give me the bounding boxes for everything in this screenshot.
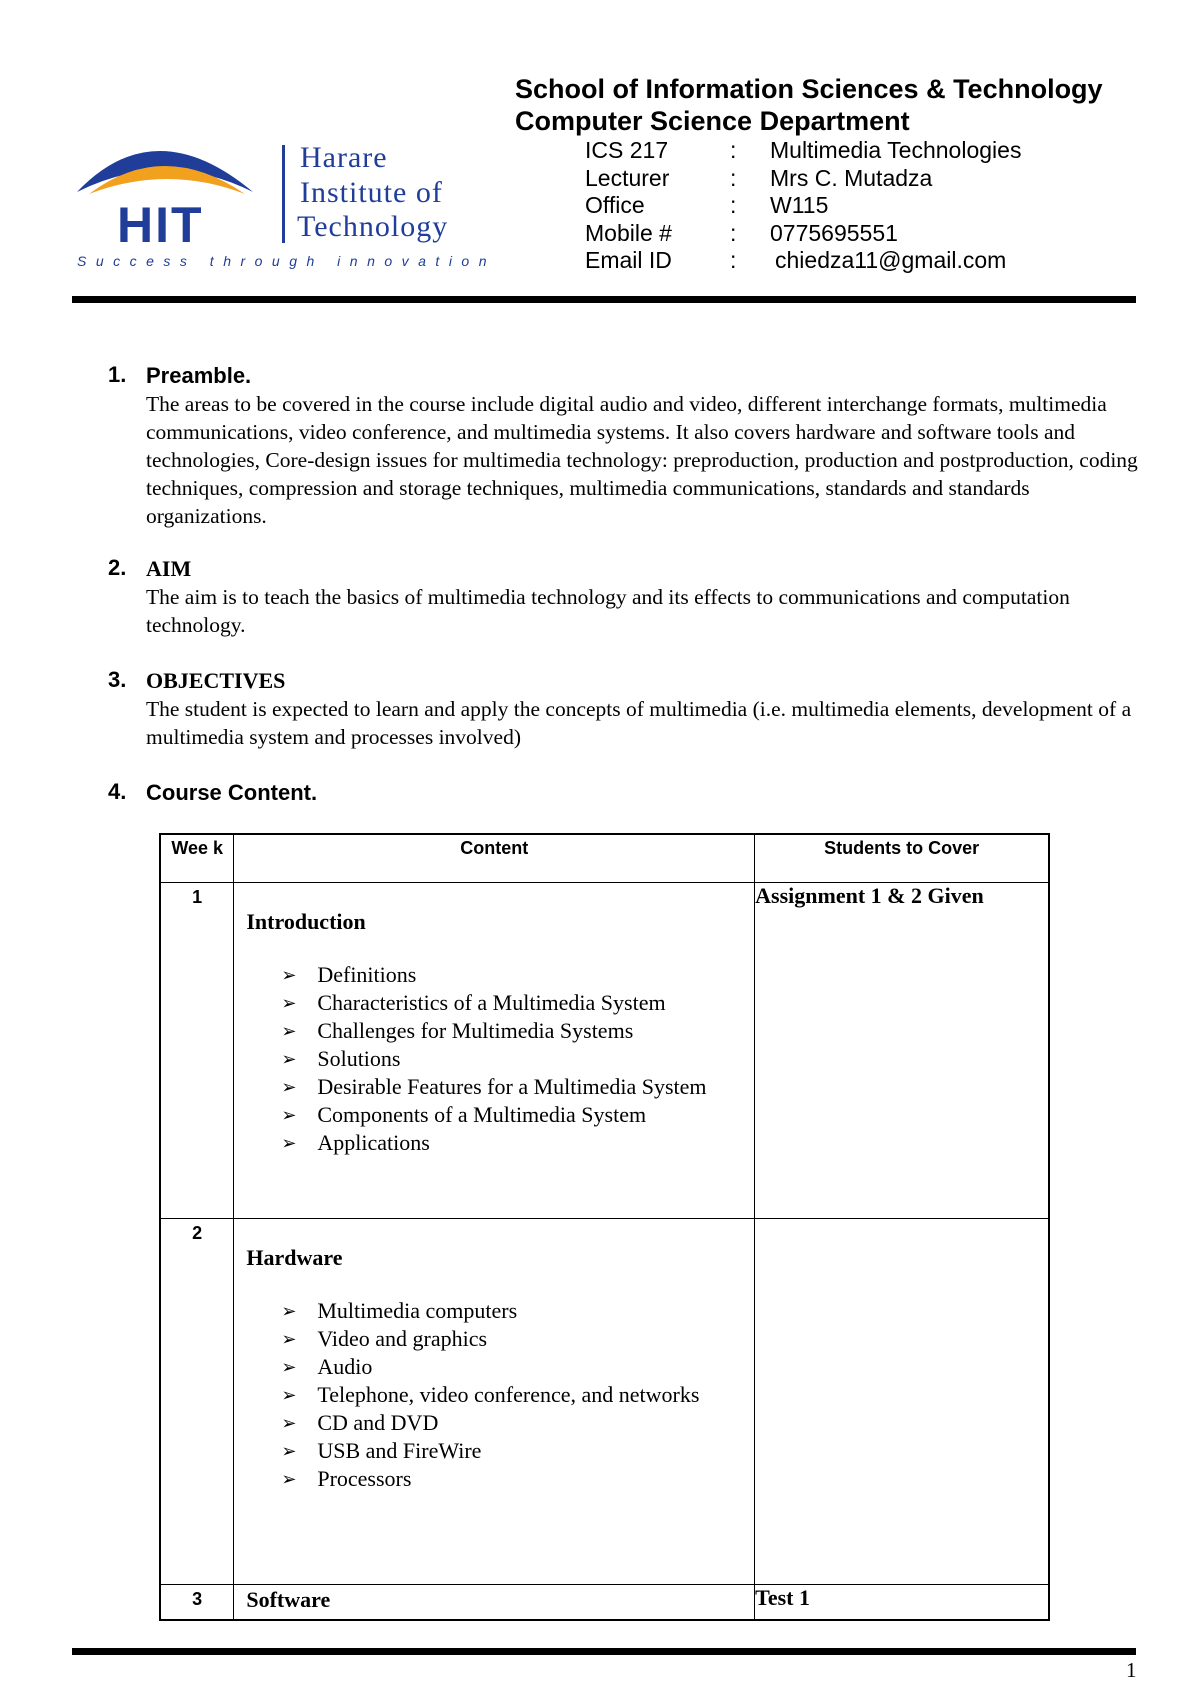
topic-title: Introduction <box>246 908 366 934</box>
header-students-to-cover: Students to Cover <box>755 834 1049 882</box>
section-heading: Course Content. <box>146 780 318 805</box>
arrow-bullet-icon: ➢ <box>281 1412 297 1433</box>
info-key: Email ID <box>585 247 672 273</box>
arrow-bullet-icon: ➢ <box>281 1020 297 1041</box>
arrow-bullet-icon: ➢ <box>281 1132 297 1153</box>
section-number: 1. <box>108 362 127 387</box>
arrow-bullet-icon: ➢ <box>281 1076 297 1097</box>
info-key: ICS 217 <box>585 137 669 163</box>
info-key: Office <box>585 192 645 218</box>
section-heading: OBJECTIVES <box>146 668 286 693</box>
content-cell <box>234 1218 755 1584</box>
list-item: ➢ Challenges for Multimedia Systems <box>281 1017 634 1043</box>
info-sep: : <box>730 137 737 163</box>
institute-logo <box>75 130 495 275</box>
list-item: ➢ Components of a Multimedia System <box>281 1101 647 1127</box>
topic-title: Hardware <box>246 1244 343 1270</box>
table-row <box>160 882 1049 1218</box>
topic-list <box>234 1297 754 1493</box>
info-sep: : <box>730 219 737 246</box>
info-value: 0775695551 <box>770 219 898 246</box>
info-value: Mrs C. Mutadza <box>770 164 933 191</box>
arrow-bullet-icon: ➢ <box>281 992 297 1013</box>
list-item: ➢ Solutions <box>281 1045 401 1071</box>
section-preamble <box>108 362 1138 530</box>
footer-rule <box>72 1648 1136 1655</box>
arrow-bullet-icon: ➢ <box>281 1356 297 1377</box>
logo-name-line3: Technology <box>297 210 449 243</box>
week-cell: 3 <box>160 1584 234 1620</box>
header-content: Content <box>234 834 755 882</box>
logo-name-line2: Institute of <box>300 176 443 209</box>
table-row <box>160 1584 1049 1620</box>
info-key: Mobile # <box>585 219 672 246</box>
topic-list <box>234 961 754 1157</box>
cover-cell <box>755 1218 1049 1584</box>
topic-title: Software <box>246 1586 331 1612</box>
info-value: Multimedia Technologies <box>770 137 1022 163</box>
list-item: ➢ CD and DVD <box>281 1409 439 1435</box>
list-item: ➢ Video and graphics <box>281 1325 488 1351</box>
info-key: Lecturer <box>585 164 670 191</box>
list-item: ➢ Telephone, video conference, and networks <box>281 1381 700 1407</box>
header-rule <box>72 296 1136 303</box>
section-heading: AIM <box>146 556 192 581</box>
content-cell <box>234 1584 755 1620</box>
section-body: The student is expected to learn and apply the concepts of multimedia (i.e. multimedia elements, development of a multimedia system and processes involved) <box>146 697 1132 749</box>
arrow-bullet-icon: ➢ <box>281 1104 297 1125</box>
section-heading: Preamble. <box>146 363 252 388</box>
list-item: ➢ Characteristics of a Multimedia System <box>281 989 666 1015</box>
list-item: ➢ Definitions <box>281 961 417 987</box>
arrow-bullet-icon: ➢ <box>281 1328 297 1349</box>
arrow-bullet-icon: ➢ <box>281 1440 297 1461</box>
logo-divider <box>282 145 285 243</box>
info-value: W115 <box>770 192 829 218</box>
info-sep: : <box>730 247 737 273</box>
week-cell: 1 <box>160 882 234 1218</box>
table-header-row <box>160 834 1049 882</box>
arrow-bullet-icon: ➢ <box>281 1300 297 1321</box>
arrow-bullet-icon: ➢ <box>281 964 297 985</box>
arrow-bullet-icon: ➢ <box>281 1384 297 1405</box>
info-sep: : <box>730 164 737 191</box>
header-week: Wee k <box>160 834 234 882</box>
section-body: The aim is to teach the basics of multimedia technology and its effects to communications and computation technology. <box>146 585 1070 637</box>
section-number: 3. <box>108 667 127 692</box>
cover-cell: Test 1 <box>755 1584 1049 1620</box>
list-item: ➢ Processors <box>281 1465 412 1491</box>
page-number: 1 <box>1126 1658 1137 1682</box>
section-objectives <box>108 667 1138 751</box>
section-number: 4. <box>108 779 127 804</box>
week-cell: 2 <box>160 1218 234 1584</box>
logo-name-line1: Harare <box>300 141 388 174</box>
arrow-bullet-icon: ➢ <box>281 1048 297 1069</box>
list-item: ➢ Audio <box>281 1353 373 1379</box>
content-cell <box>234 882 755 1218</box>
info-sep: : <box>730 192 737 218</box>
cover-cell: Assignment 1 & 2 Given <box>755 882 1049 1218</box>
list-item: ➢ Multimedia computers <box>281 1297 518 1323</box>
table-row <box>160 1218 1049 1584</box>
info-value-email: chiedza11@gmail.com <box>775 247 1007 273</box>
logo-acronym: HIT <box>117 197 204 253</box>
department-title: Computer Science Department <box>515 106 910 136</box>
list-item: ➢ USB and FireWire <box>281 1437 482 1463</box>
section-number: 2. <box>108 555 127 580</box>
section-body: The areas to be covered in the course include digital audio and video, different interchange formats, multimedia communications, video conference, and multimedia systems. It also covers hardware and software tools and technologies, Core-design issues for multimedia technology: preproduction, production and postproduction, coding techniques, compression and storage techniques, multimedia communications, standards and standards organizations. <box>146 392 1138 528</box>
list-item: ➢ Desirable Features for a Multimedia System <box>281 1073 707 1099</box>
list-item: ➢ Applications <box>281 1129 430 1155</box>
section-course-content <box>108 779 1138 807</box>
course-content-table <box>159 833 1050 1621</box>
section-aim <box>108 555 1138 639</box>
arrow-bullet-icon: ➢ <box>281 1468 297 1489</box>
logo-tagline: Success through innovation <box>77 253 495 269</box>
school-title: School of Information Sciences & Technology <box>515 74 1103 104</box>
